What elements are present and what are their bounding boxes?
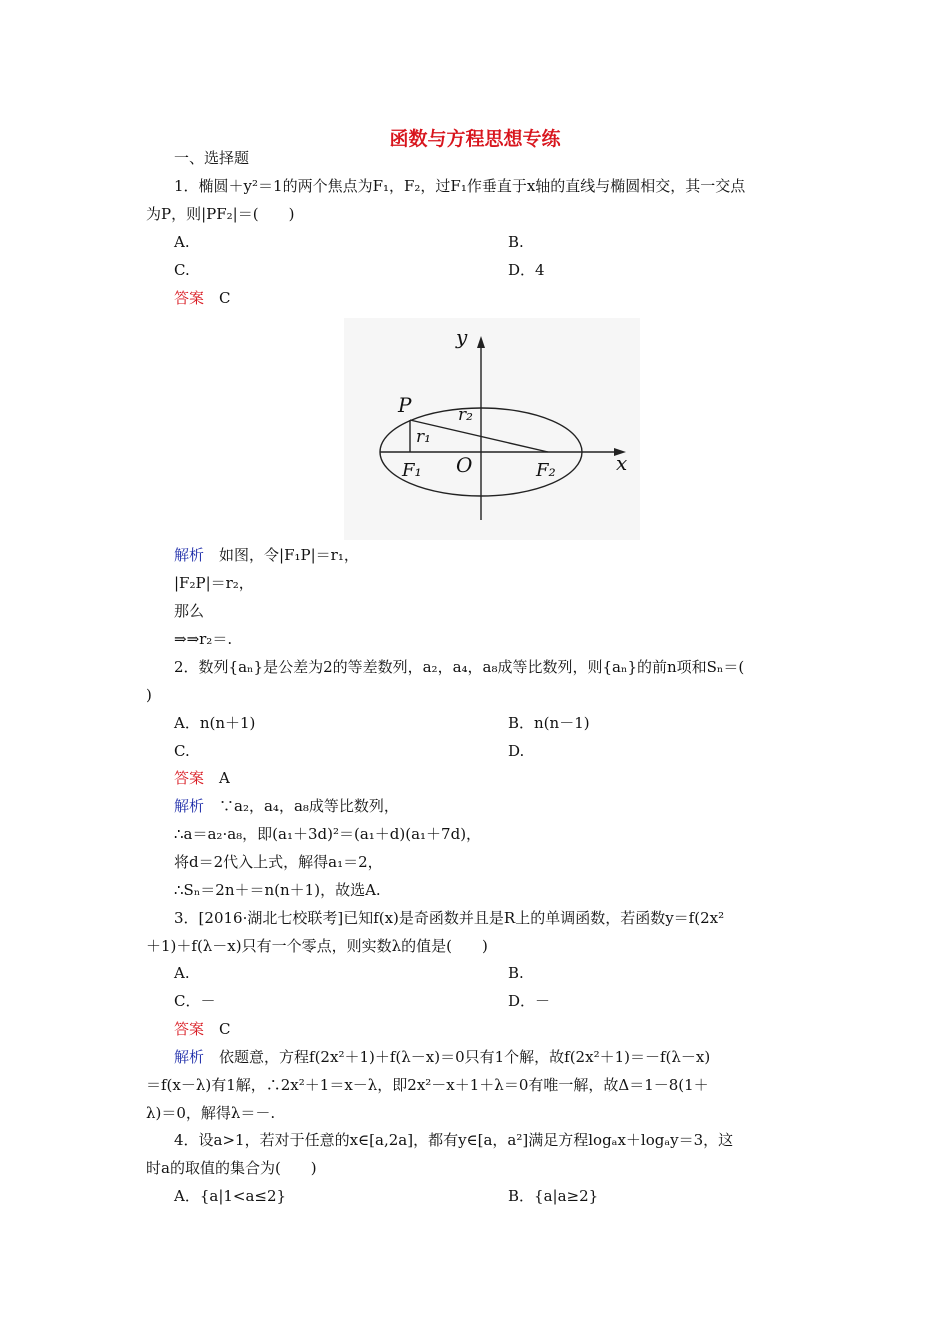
line-text: D．－: [508, 992, 551, 1010]
focus-F1-label: F₁: [402, 460, 422, 481]
text-line: [174, 990, 215, 1012]
line-text: C.: [174, 261, 190, 279]
line-text: 2．数列{aₙ}是公差为2的等差数列，a₂，a₄，a₈成等比数列，则{aₙ}的前n项和Sₙ＝(: [174, 658, 745, 676]
text-line: [174, 907, 724, 929]
line-text: 4．设a>1，若对于任意的x∈[a,2a]，都有y∈[a，a²]满足方程logₐx＋logₐy＝3，这: [174, 1131, 734, 1149]
text-line: [174, 712, 255, 734]
line-text: 将d＝2代入上式，解得a₁＝2，: [174, 853, 383, 871]
r2-label: r₂: [458, 405, 473, 425]
solution-line: [174, 1046, 710, 1068]
line-text: 依题意，方程f(2x²＋1)＋f(λ－x)＝0只有1个解，故f(2x²＋1)＝－f(λ－x): [219, 1048, 711, 1066]
answer-line: [174, 767, 230, 789]
line-text: C: [219, 1020, 231, 1038]
text-line: [508, 231, 524, 253]
line-text: 3．[2016·湖北七校联考]已知f(x)是奇函数并且是R上的单调函数，若函数y＝f(2x²: [174, 909, 725, 927]
line-text: C: [219, 289, 231, 307]
line-text: ∵a₂，a₄，a₈成等比数列，: [219, 797, 399, 815]
y-axis-arrow: [477, 336, 485, 348]
text-line: [146, 1157, 317, 1179]
text-line: [508, 259, 545, 281]
solution-tag: 解析: [174, 797, 205, 815]
point-P-label: P: [398, 393, 412, 417]
line-text: B．{a|a≥2}: [508, 1187, 599, 1205]
ellipse-diagram: [344, 318, 640, 540]
line-text: D．4: [508, 261, 545, 279]
text-line: [508, 990, 550, 1012]
line-text: ): [146, 686, 152, 704]
text-line: [146, 684, 152, 706]
line-text: 1．椭圆＋y²＝1的两个焦点为F₁，F₂，过F₁作垂直于x轴的直线与椭圆相交，其一交点: [174, 177, 746, 195]
text-line: [174, 259, 190, 281]
line-text: C．－: [174, 992, 216, 1010]
text-line: [174, 231, 190, 253]
line-text: A．{a|1<a≤2}: [174, 1187, 287, 1205]
text-line: [508, 712, 590, 734]
line-text: ∴a＝a₂·a₈，即(a₁＋3d)²＝(a₁＋d)(a₁＋7d)，: [174, 825, 482, 843]
text-line: [174, 147, 249, 169]
line-text: 时a的取值的集合为( ): [146, 1159, 317, 1177]
text-line: [174, 740, 190, 762]
ellipse-figure: [344, 318, 640, 540]
text-line: [146, 1074, 709, 1096]
solution-line: [174, 544, 359, 566]
text-line: [174, 1185, 286, 1207]
text-line: [174, 572, 254, 594]
answer-line: [174, 1018, 231, 1040]
line-text: λ)＝0，解得λ＝－.: [146, 1104, 276, 1122]
text-line: [174, 175, 745, 197]
line-text: ⇒⇒r₂＝.: [174, 630, 233, 648]
text-line: [174, 600, 204, 622]
text-line: [174, 628, 232, 650]
text-line: [146, 203, 294, 225]
solution-tag: 解析: [174, 546, 205, 564]
line-text: ∴Sₙ＝2n＋＝n(n＋1)，故选A.: [174, 881, 381, 899]
text-line: [508, 1185, 598, 1207]
text-line: [508, 962, 524, 984]
line-text: A.: [174, 233, 190, 251]
answer-tag: 答案: [174, 769, 205, 787]
r1-label: r₁: [416, 427, 431, 447]
solution-line: [174, 795, 399, 817]
line-text: B．n(n－1): [508, 714, 590, 732]
line-text: A．n(n＋1): [174, 714, 256, 732]
line-text: |F₂P|＝r₂，: [174, 574, 254, 592]
line-text: A.: [174, 964, 190, 982]
text-line: [174, 851, 383, 873]
y-axis-label: y: [456, 325, 468, 349]
line-text: ＋1)＋f(λ－x)只有一个零点，则实数λ的值是( ): [146, 937, 488, 955]
answer-tag: 答案: [174, 1020, 205, 1038]
line-text: 那么: [174, 602, 205, 620]
text-line: [146, 1102, 275, 1124]
text-line: [174, 962, 190, 984]
line-text: D.: [508, 742, 525, 760]
origin-O-label: O: [456, 453, 473, 477]
x-axis-label: x: [616, 451, 628, 475]
text-line: [174, 823, 481, 845]
focus-F2-label: F₂: [536, 460, 556, 481]
text-line: [174, 1129, 733, 1151]
text-line: [174, 879, 381, 901]
line-text: B.: [508, 233, 524, 251]
line-text: ＝f(x－λ)有1解，∴2x²＋1＝x－λ，即2x²－x＋1＋λ＝0有唯一解，故Δ＝1－8(1＋: [146, 1076, 709, 1094]
line-text: 如图，令|F₁P|＝r₁，: [219, 546, 359, 564]
answer-line: [174, 287, 231, 309]
text-line: [508, 740, 524, 762]
line-text: 一、选择题: [174, 149, 250, 167]
line-text: A: [219, 769, 230, 787]
text-line: [146, 935, 488, 957]
line-text: 为P，则|PF₂|＝( ): [146, 205, 295, 223]
text-line: [174, 656, 744, 678]
line-text: B.: [508, 964, 524, 982]
answer-tag: 答案: [174, 289, 205, 307]
solution-tag: 解析: [174, 1048, 205, 1066]
line-text: C.: [174, 742, 190, 760]
document-title: 函数与方程思想专练: [389, 128, 561, 150]
